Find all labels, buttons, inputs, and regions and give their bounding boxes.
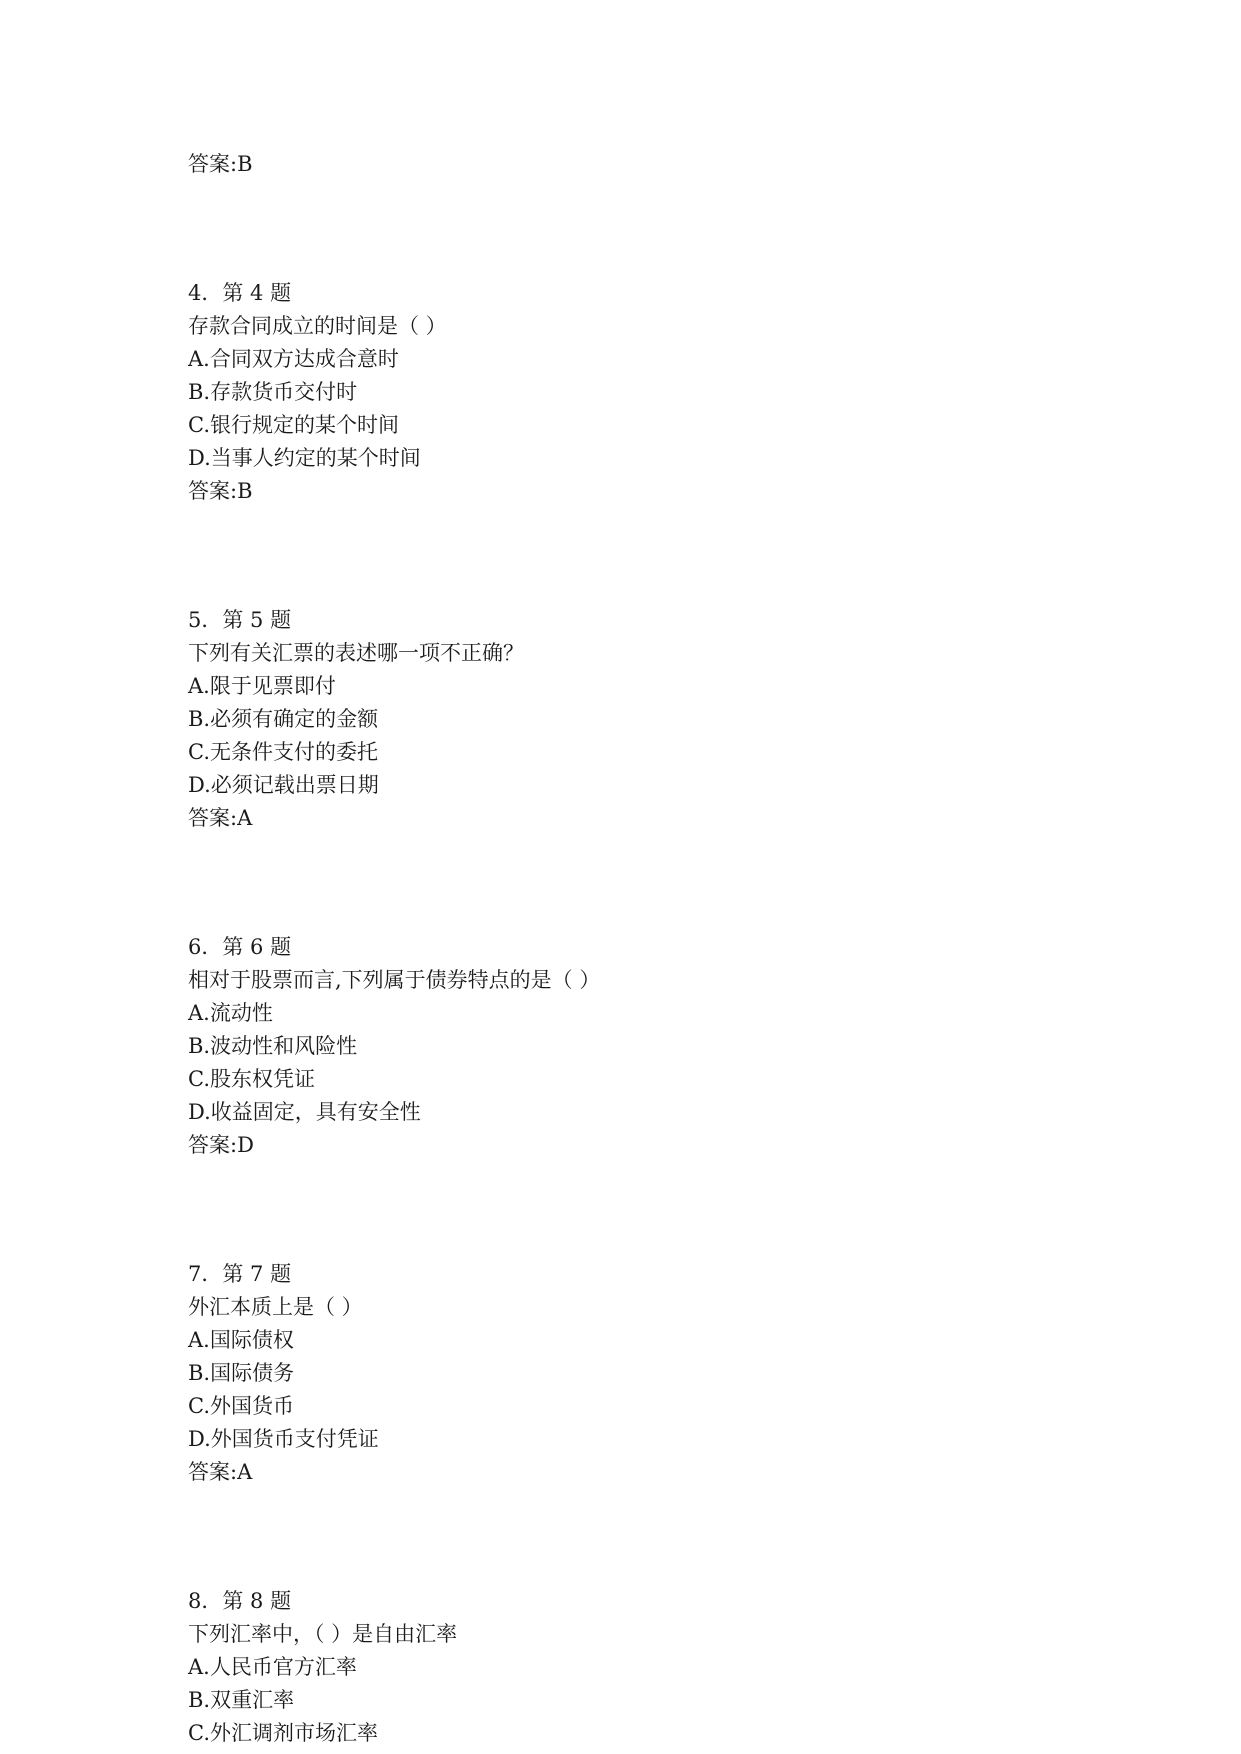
spacer <box>188 1489 1088 1585</box>
option-a: A.国际债权 <box>188 1328 294 1352</box>
option-c: C.无条件支付的委托 <box>188 740 378 764</box>
option-d: D.必须记载出票日期 <box>188 773 379 797</box>
option-c: C.股东权凭证 <box>188 1067 315 1091</box>
answer: 答案:A <box>188 806 253 830</box>
answer: 答案:A <box>188 1460 253 1484</box>
option-b: B.必须有确定的金额 <box>188 707 379 731</box>
answer: 答案:B <box>188 479 253 503</box>
question-heading: 5．第 5 题 <box>188 608 292 632</box>
option-a: A.合同双方达成合意时 <box>188 347 399 371</box>
option-c: C.外汇调剂市场汇率 <box>188 1721 378 1745</box>
option-b: B.存款货币交付时 <box>188 380 358 404</box>
question-stem: 存款合同成立的时间是（ ） <box>188 314 447 338</box>
spacer <box>188 1162 1088 1258</box>
question-5 <box>188 604 1088 835</box>
answer: 答案:D <box>188 1133 254 1157</box>
question-heading: 6．第 6 题 <box>188 935 292 959</box>
option-d: D.当事人约定的某个时间 <box>188 446 421 470</box>
spacer <box>188 181 1088 277</box>
question-heading: 8．第 8 题 <box>188 1589 292 1613</box>
option-c: C.外国货币 <box>188 1394 294 1418</box>
question-8 <box>188 1585 1088 1750</box>
question-stem: 下列汇率中，（ ）是自由汇率 <box>188 1622 458 1646</box>
question-heading: 4．第 4 题 <box>188 281 292 305</box>
question-7 <box>188 1258 1088 1489</box>
question-6 <box>188 931 1088 1162</box>
spacer <box>188 508 1088 604</box>
option-a: A.人民币官方汇率 <box>188 1655 357 1679</box>
question-stem: 下列有关汇票的表述哪一项不正确？ <box>188 641 524 665</box>
question-4 <box>188 277 1088 508</box>
document-page <box>188 148 1088 1750</box>
option-b: B.双重汇率 <box>188 1688 295 1712</box>
question-heading: 7．第 7 题 <box>188 1262 292 1286</box>
option-b: B.国际债务 <box>188 1361 295 1385</box>
option-c: C.银行规定的某个时间 <box>188 413 399 437</box>
option-a: A.流动性 <box>188 1001 273 1025</box>
spacer <box>188 835 1088 931</box>
option-b: B.波动性和风险性 <box>188 1034 358 1058</box>
option-a: A.限于见票即付 <box>188 674 336 698</box>
option-d: D.外国货币支付凭证 <box>188 1427 379 1451</box>
option-d: D.收益固定，具有安全性 <box>188 1100 421 1124</box>
prev-answer: 答案:B <box>188 152 253 176</box>
question-stem: 相对于股票而言,下列属于债券特点的是（ ） <box>188 968 601 992</box>
question-stem: 外汇本质上是（ ） <box>188 1295 363 1319</box>
